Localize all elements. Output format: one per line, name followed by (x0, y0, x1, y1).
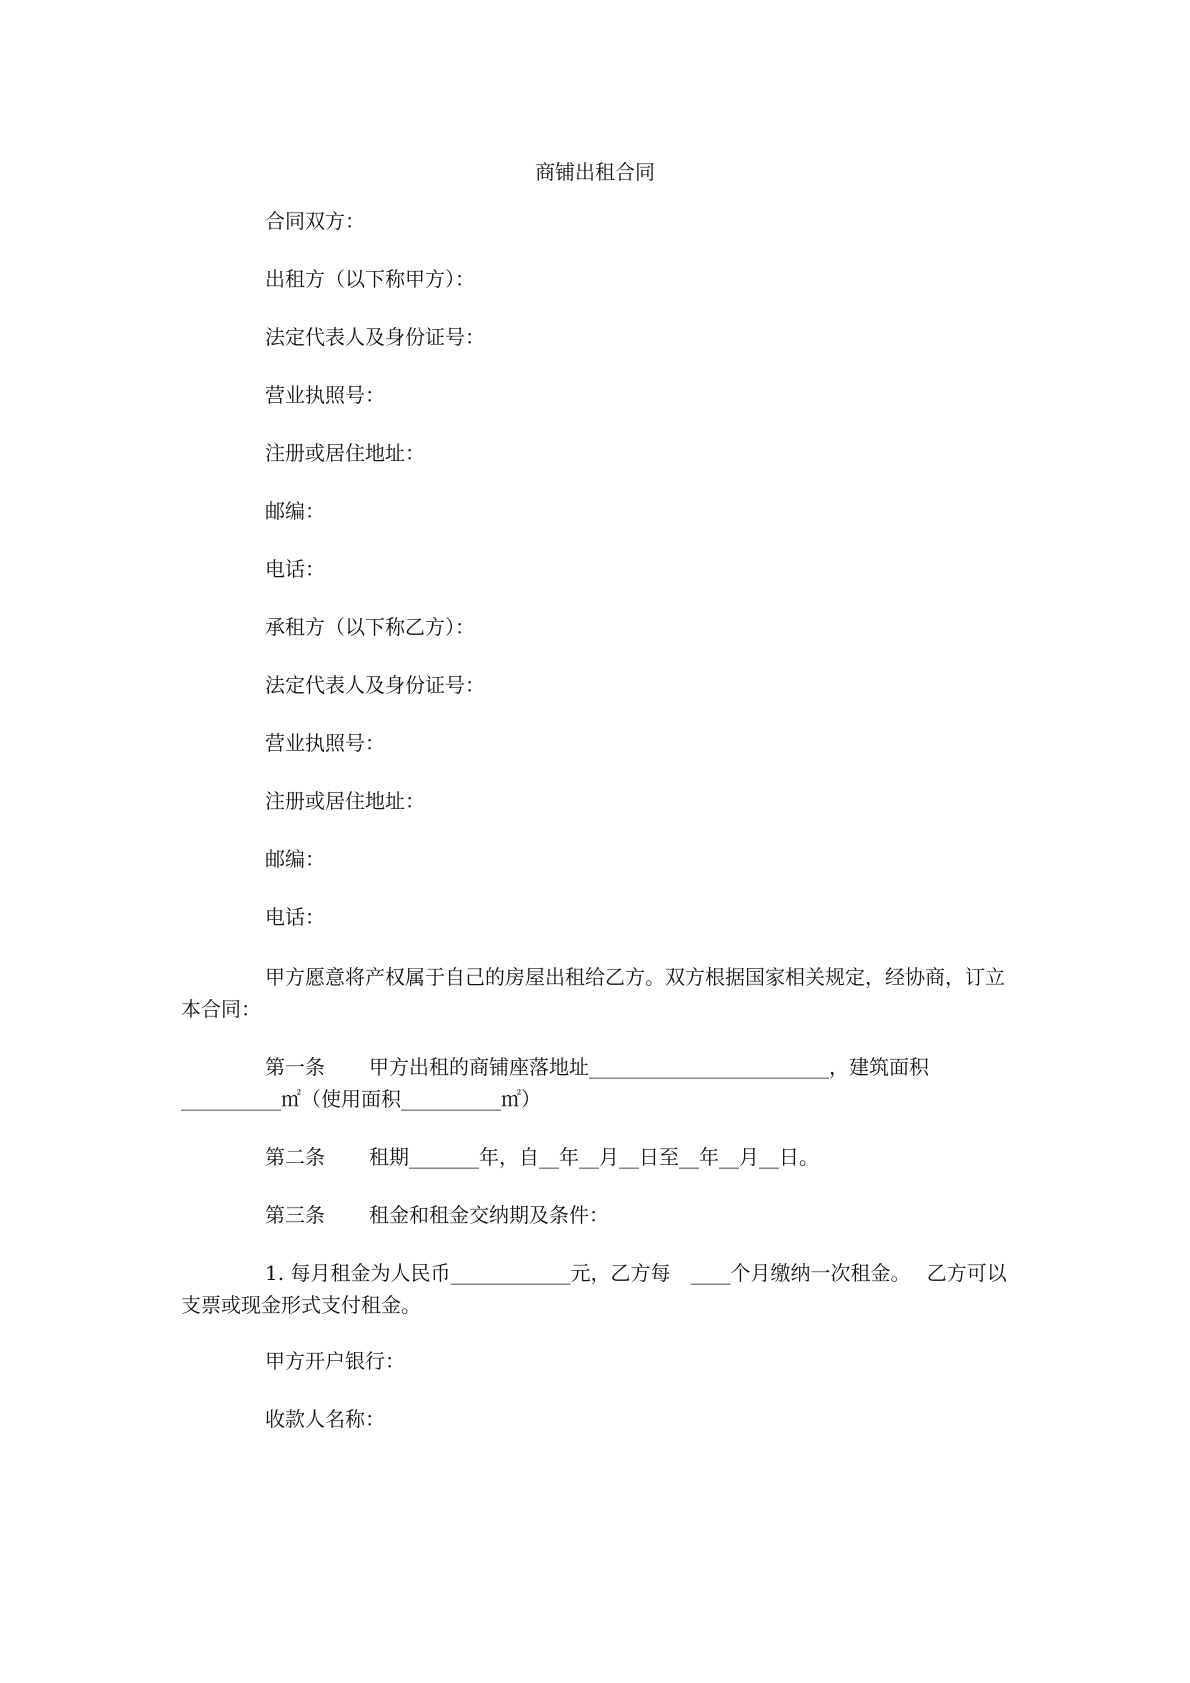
lessee-license-line: 营业执照号： (265, 731, 385, 755)
intro-paragraph: 甲方愿意将产权属于自己的房屋出租给乙方。双方根据国家相关规定，经协商，订立本合同： (181, 965, 1005, 1021)
lessor-line: 出租方（以下称甲方）： (265, 267, 475, 291)
lessee-phone-line: 电话： (265, 905, 325, 929)
lessor-phone-line: 电话： (265, 557, 325, 581)
lessee-address-line: 注册或居住地址： (265, 789, 425, 813)
lessor-license-line: 营业执照号： (265, 383, 385, 407)
payee-line: 收款人名称： (265, 1407, 385, 1431)
bank-line: 甲方开户银行： (265, 1349, 405, 1373)
article-3-body: 租金和租金交纳期及条件： (369, 1203, 609, 1227)
article-2-body: 租期_______年，自__年__月__日至__年__月__日。 (369, 1145, 819, 1169)
article-1-paragraph (181, 1051, 1011, 1115)
article-3-heading: 第三条 (265, 1203, 325, 1227)
lessor-zip-line: 邮编： (265, 499, 325, 523)
lessee-rep-line: 法定代表人及身份证号： (265, 673, 485, 697)
lessee-line: 承租方（以下称乙方）： (265, 615, 475, 639)
lessee-zip-line: 邮编： (265, 847, 325, 871)
article-3-paragraph (181, 1199, 1011, 1231)
lessor-address-line: 注册或居住地址： (265, 441, 425, 465)
document-title: 商铺出租合同 (535, 160, 655, 184)
parties-heading: 合同双方： (265, 209, 365, 233)
article-2-heading: 第二条 (265, 1145, 325, 1169)
article-1-heading: 第一条 (265, 1055, 325, 1079)
rent-paragraph: 1. 每月租金为人民币____________元，乙方每 ____个月缴纳一次租金。 乙方可以支票或现金形式支付租金。 (181, 1261, 1007, 1317)
lessor-rep-line: 法定代表人及身份证号： (265, 325, 485, 349)
article-1-body: 甲方出租的商铺座落地址________________________，建筑面积__________㎡（使用面积__________㎡） (181, 1055, 929, 1111)
article-2-paragraph (181, 1141, 1011, 1173)
